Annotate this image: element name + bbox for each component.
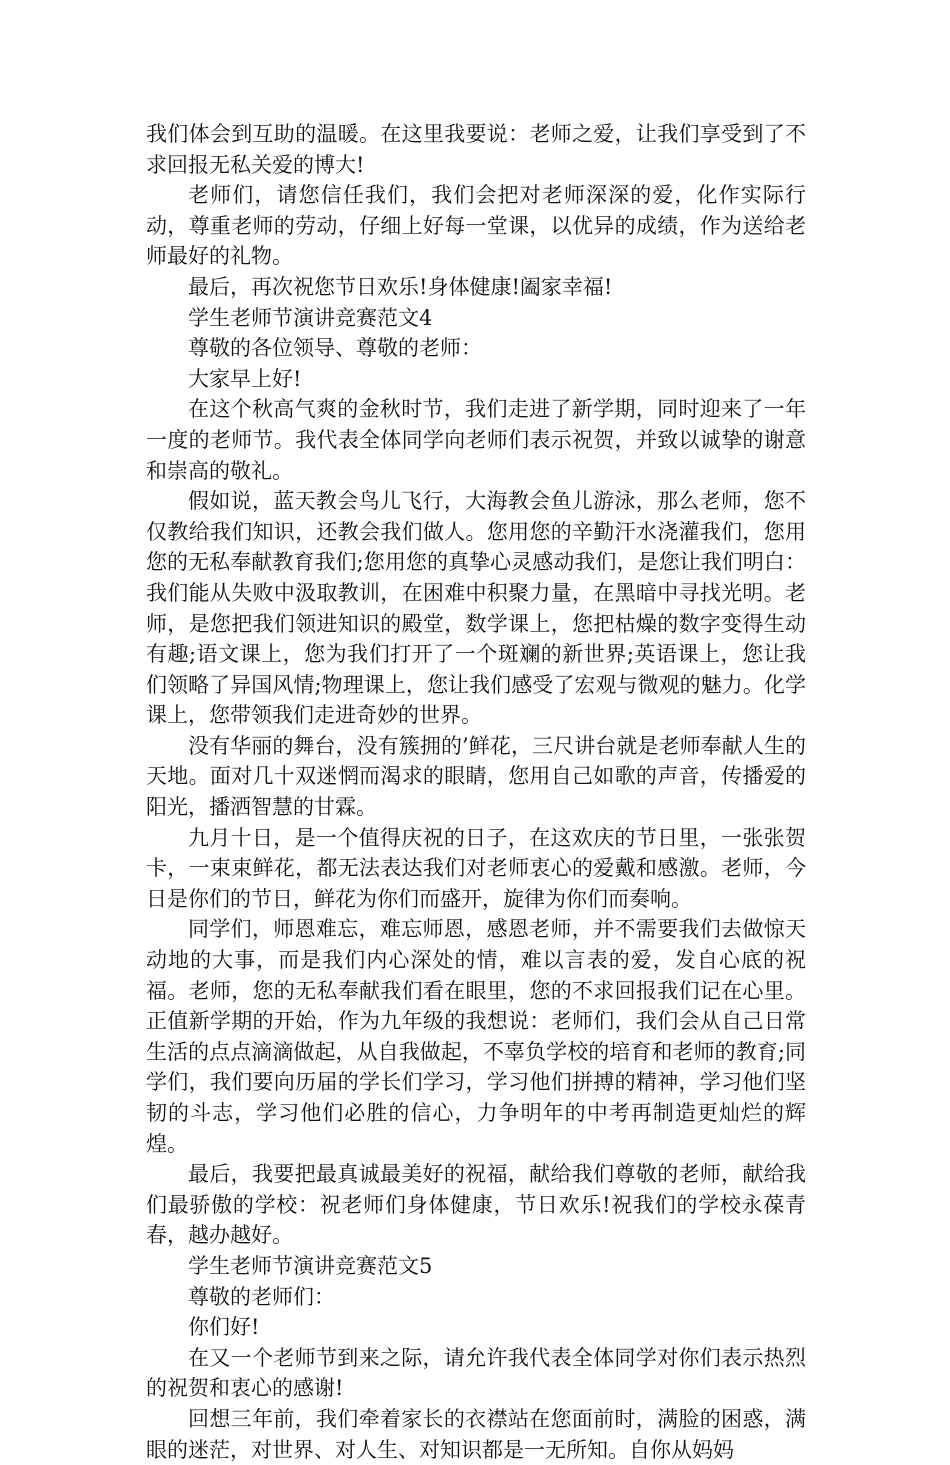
paragraph: 最后，再次祝您节日欢乐!身体健康!阖家幸福! — [188, 274, 613, 299]
section-heading: 学生老师节演讲竞赛范文5 — [188, 1253, 433, 1278]
paragraph: 在这个秋高气爽的金秋时节，我们走进了新学期，同时迎来了一年一度的老师节。我代表全体同学向老师们表示祝贺，并致以诚挚的谢意和崇高的敬礼。 — [146, 397, 806, 483]
paragraph: 老师们，请您信任我们，我们会把对老师深深的爱，化作实际行动，尊重老师的劳动，仔细上好每一堂课，以优异的成绩，作为送给老师最好的礼物。 — [146, 183, 806, 269]
paragraph: 我们体会到互助的温暖。在这里我要说：老师之爱，让我们享受到了不求回报无私关爱的博大! — [146, 122, 806, 177]
paragraph: 最后，我要把最真诚最美好的祝福，献给我们尊敬的老师，献给我们最骄傲的学校：祝老师们身体健康，节日欢乐!祝我们的学校永葆青春，越办越好。 — [146, 1162, 806, 1248]
paragraph: 九月十日，是一个值得庆祝的日子，在这欢庆的节日里，一张张贺卡，一束束鲜花，都无法表达我们对老师衷心的爱戴和感激。老师，今日是你们的节日，鲜花为你们而盛开，旋律为你们而奏响。 — [146, 825, 806, 911]
paragraph: 同学们，师恩难忘，难忘师恩，感恩老师，并不需要我们去做惊天动地的大事，而是我们内心深处的情，难以言表的爱，发自心底的祝福。老师，您的无私奉献我们看在眼里，您的不求回报我们记在心里。正值新学期的开始，作为九年级的我想说：老师们，我们会从自己日常生活的点点滴滴做起，从自我做起，不辜负学校的培育和老师的教育;同学们，我们要向历届的学长们学习，学习他们拼搏的精神，学习他们坚韧的斗志，学习他们必胜的信心，力争明年的中考再制造更灿烂的辉煌。 — [146, 917, 806, 1156]
paragraph: 回想三年前，我们牵着家长的衣襟站在您面前时，满脸的困惑，满眼的迷茫，对世界、对人生、对知识都是一无所知。自你从妈妈 — [146, 1406, 806, 1462]
paragraph: 没有华丽的舞台，没有簇拥的’鲜花，三尺讲台就是老师奉献人生的天地。面对几十双迷惘而渴求的眼睛，您用自己如歌的声音，传播爱的阳光，播洒智慧的甘霖。 — [146, 733, 806, 820]
section-heading: 学生老师节演讲竞赛范文4 — [188, 305, 433, 330]
salutation: 尊敬的各位领导、尊敬的老师： — [188, 336, 482, 361]
greeting: 大家早上好! — [188, 366, 302, 391]
greeting: 你们好! — [188, 1315, 260, 1340]
paragraph: 假如说，蓝天教会鸟儿飞行，大海教会鱼儿游泳，那么老师，您不仅教给我们知识，还教会我们做人。您用您的辛勤汗水浇灌我们，您用您的无私奉献教育我们;您用您的真挚心灵感动我们，是您让我们明白：我们能从失败中汲取教训，在困难中积聚力量，在黑暗中寻找光明。老师，是您把我们领进知识的殿堂，数学课上，您把枯燥的数字变得生动有趣;语文课上，您为我们打开了一个斑斓的新世界;英语课上，您让我们领略了异国风情;物理课上，您让我们感受了宏观与微观的魅力。化学课上，您带领我们走进奇妙的世界。 — [146, 489, 806, 728]
document-body — [146, 119, 806, 1465]
paragraph: 在又一个老师节到来之际，请允许我代表全体同学对你们表示热烈的祝贺和衷心的感谢! — [146, 1345, 806, 1401]
salutation: 尊敬的老师们： — [188, 1284, 335, 1309]
